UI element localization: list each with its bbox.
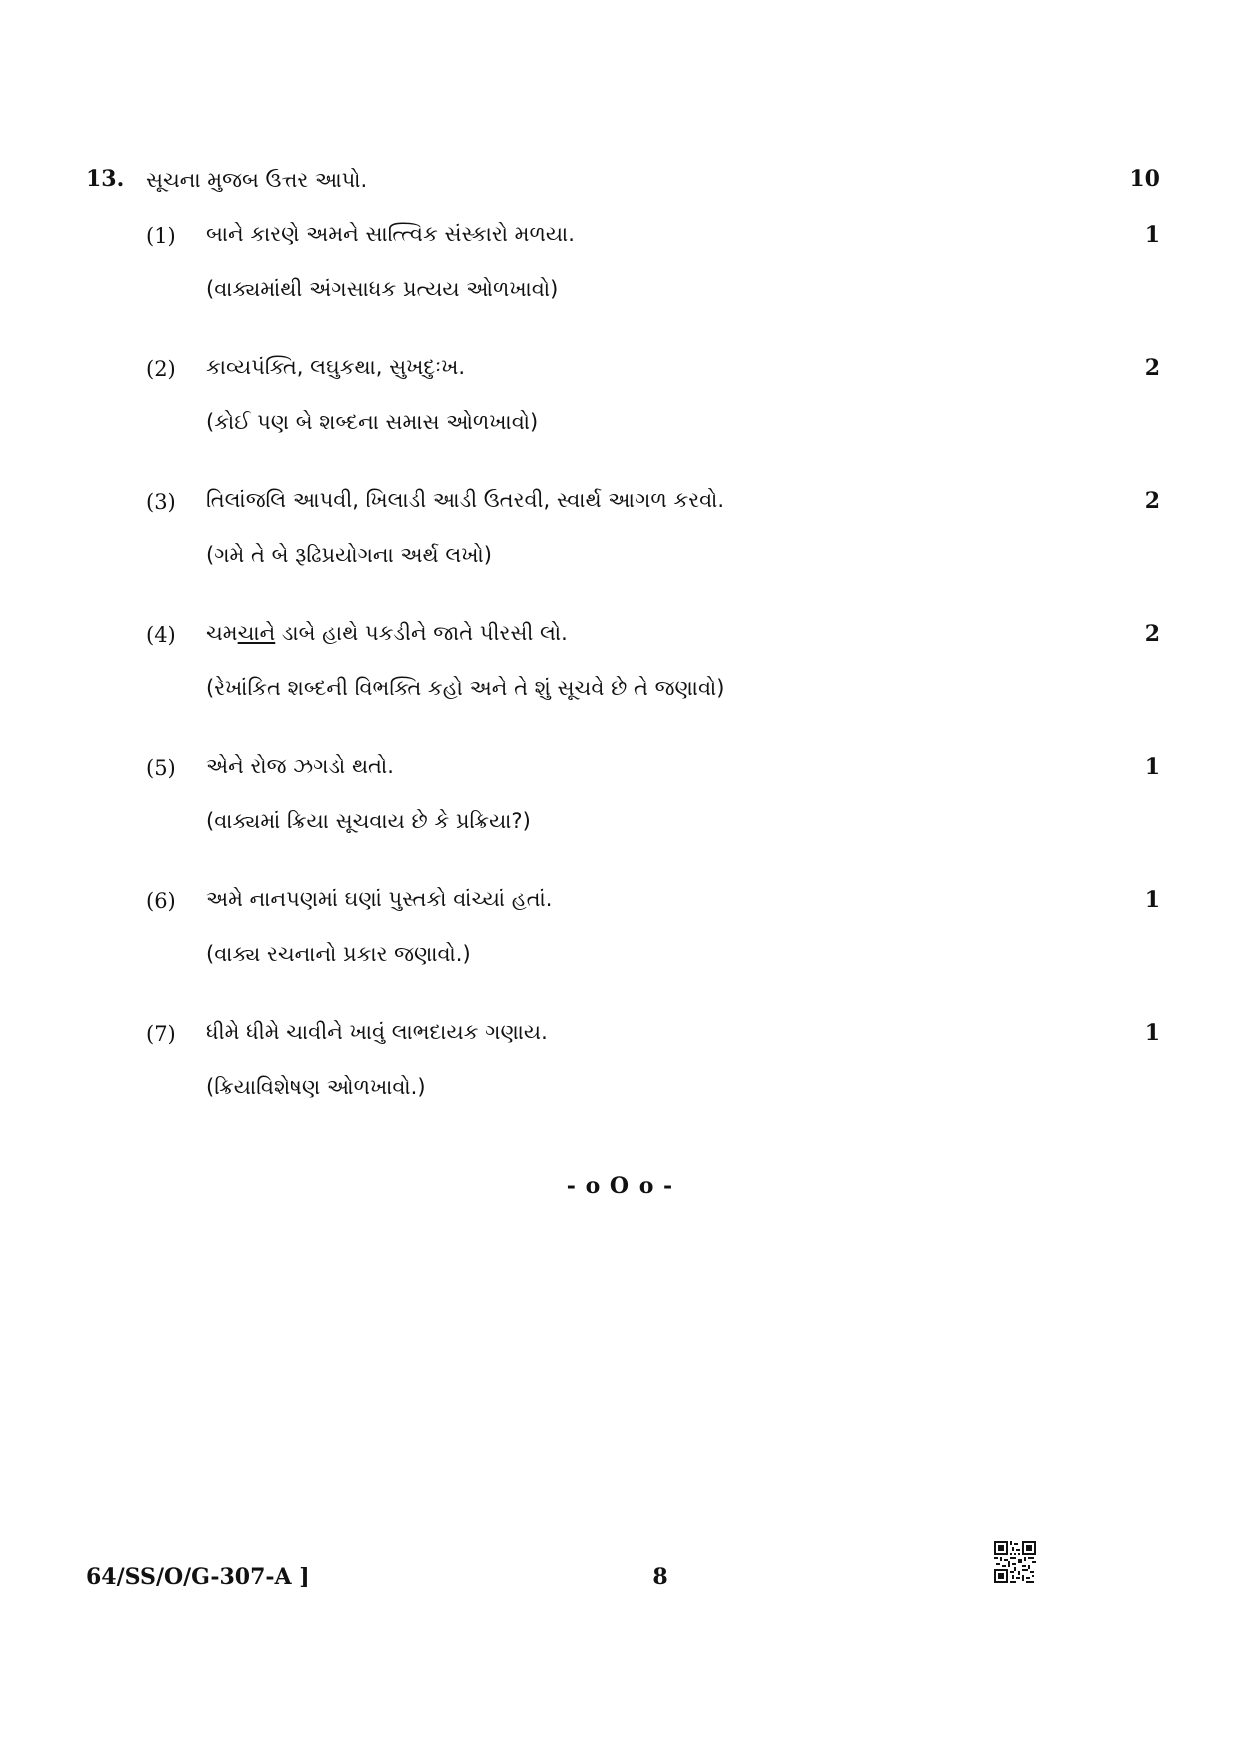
subquestion-marks: 2 [1144,355,1160,381]
subquestion-instruction: (વાક્યમાં ક્રિયા સૂચવાય છે કે પ્રક્રિયા?) [206,809,531,833]
subquestion-number: (1) [146,224,176,248]
question-text: સૂચના મુજબ ઉત્તર આપો. [146,168,368,192]
subquestion-marks: 1 [1144,887,1160,913]
subquestion-marks: 1 [1144,754,1160,780]
paper-code: 64/SS/O/G-307-A ] [86,1564,310,1590]
subquestion-text: એને રોજ ઝગડો થતો. [206,754,394,778]
subquestion-instruction: (ક્રિયાવિશેષણ ઓળખાવો.) [206,1075,426,1099]
question-number: 13. [86,166,125,192]
subquestion-text: અમે નાનપણમાં ઘણાં પુસ્તકો વાંચ્યાં હતાં. [206,887,553,911]
subquestion-marks: 1 [1144,222,1160,248]
subquestion-text [206,621,568,646]
subquestion-text: ધીમે ધીમે ચાવીને ખાવું લાભદાયક ગણાય. [206,1020,548,1044]
subquestion-number: (2) [146,357,176,381]
subquestion-instruction: (વાક્યમાંથી અંગસાધક પ્રત્યય ઓળખાવો) [206,277,559,301]
subquestion-text: બાને કારણે અમને સાત્ત્વિક સંસ્કારો મળયા. [206,222,575,246]
page-number: 8 [652,1564,668,1590]
subquestion-number: (4) [146,623,176,647]
subquestion-number: (6) [146,889,176,913]
subquestion-marks: 2 [1144,488,1160,514]
subquestion-text-end: ડાબે હાથે પકડીને જાતે પીરસી લો. [275,621,568,645]
subquestion-instruction: (ગમે તે બે રૂઢિપ્રયોગના અર્થ લખો) [206,543,492,567]
underlined-word: ચાને [237,621,276,645]
qr-code-icon [994,1541,1036,1583]
subquestion-marks: 1 [1144,1020,1160,1046]
subquestion-number: (5) [146,756,176,780]
subquestion-instruction: (વાક્ય રચનાનો પ્રકાર જણાવો.) [206,942,471,966]
subquestion-instruction: (રેખાંકિત શબ્દની વિભક્તિ કહો અને તે શું સૂચવે છે તે જણાવો) [206,676,725,700]
subquestion-number: (7) [146,1022,176,1046]
subquestion-marks: 2 [1144,621,1160,647]
subquestion-instruction: (કોઈ પણ બે શબ્દના સમાસ ઓળખાવો) [206,410,539,434]
subquestion-number: (3) [146,490,176,514]
subquestion-text: કાવ્યપંક્તિ, લઘુકથા, સુખદુઃખ. [206,355,466,379]
end-separator: - o O o - [566,1173,674,1199]
question-marks: 10 [1129,166,1160,192]
subquestion-text: તિલાંજલિ આપવી, ખિલાડી આડી ઉતરવી, સ્વાર્થ આગળ કરવો. [206,488,725,512]
subquestion-text-start: ચમ [206,621,238,645]
